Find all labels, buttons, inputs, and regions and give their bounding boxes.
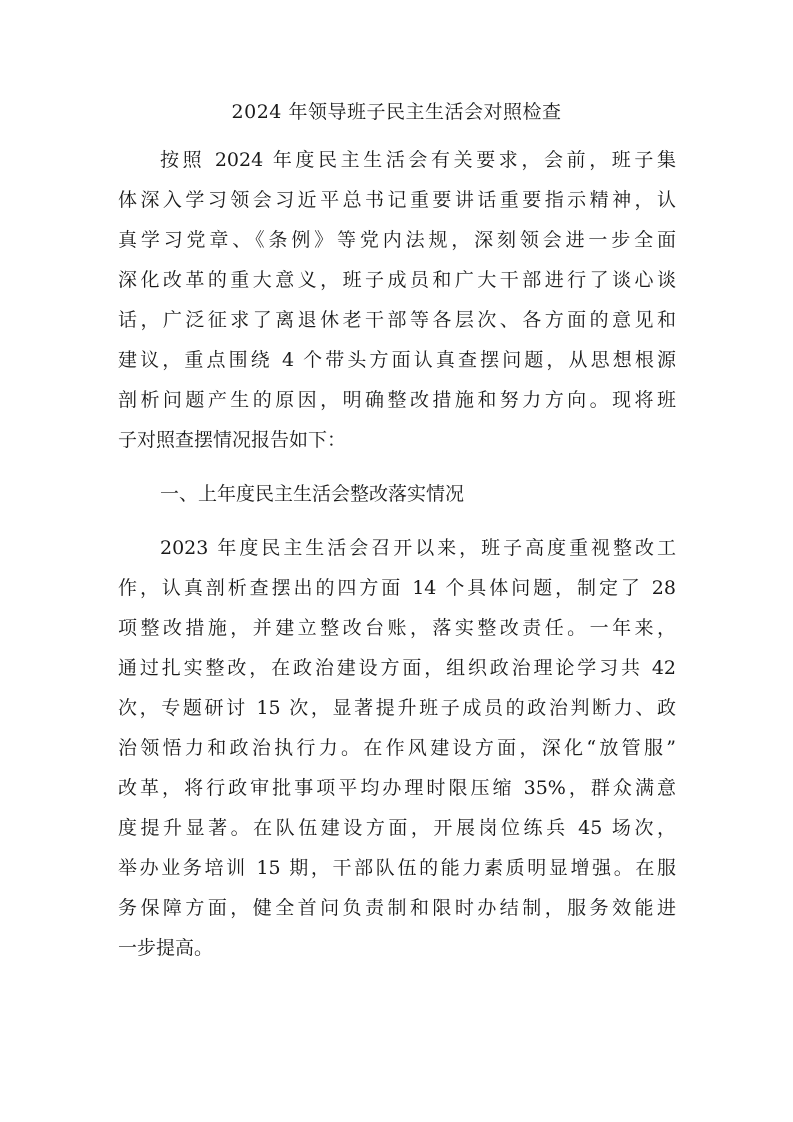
paragraph-1-line: 深化改革的重大意义，班子成员和广大干部进行了谈心谈 <box>118 269 676 291</box>
section-heading: 一、上年度民主生活会整改落实情况 <box>160 483 465 505</box>
paragraph-1-line: 真学习党章、《条例》等党内法规，深刻领会进一步全面 <box>118 229 676 251</box>
paragraph-1-line: 体深入学习领会习近平总书记重要讲话重要指示精神，认 <box>118 189 676 211</box>
document-title: 2024 年领导班子民主生活会对照检查 <box>231 101 562 123</box>
paragraph-1-line: 建议，重点围绕 4 个带头方面认真查摆问题，从思想根源 <box>118 349 676 371</box>
paragraph-1-line: 剖析问题产生的原因，明确整改措施和努力方向。现将班 <box>118 389 676 411</box>
paragraph-2-line: 项整改措施，并建立整改台账，落实整改责任。一年来， <box>118 617 676 639</box>
paragraph-1-line: 按照 2024 年度民主生活会有关要求，会前，班子集 <box>160 149 676 171</box>
paragraph-2-line: 务保障方面，健全首问负责制和限时办结制，服务效能进 <box>118 897 676 919</box>
paragraph-2-line: 度提升显著。在队伍建设方面，开展岗位练兵 45 场次， <box>118 817 676 839</box>
paragraph-2-line: 2023 年度民主生活会召开以来，班子高度重视整改工 <box>160 537 676 559</box>
paragraph-2-line: 作，认真剖析查摆出的四方面 14 个具体问题，制定了 28 <box>118 577 676 599</box>
paragraph-1-line: 子对照查摆情况报告如下： <box>118 429 347 451</box>
paragraph-2-line: 次，专题研讨 15 次，显著提升班子成员的政治判断力、政 <box>118 697 676 719</box>
paragraph-2-line: 改革，将行政审批事项平均办理时限压缩 35%，群众满意 <box>118 777 676 799</box>
paragraph-2-line: 一步提高。 <box>118 937 214 959</box>
paragraph-2-line: 举办业务培训 15 期，干部队伍的能力素质明显增强。在服 <box>118 857 676 879</box>
paragraph-1-line: 话，广泛征求了离退休老干部等各层次、各方面的意见和 <box>118 309 676 331</box>
paragraph-2-line: 通过扎实整改，在政治建设方面，组织政治理论学习共 42 <box>118 657 676 679</box>
paragraph-2-line: 治领悟力和政治执行力。在作风建设方面，深化“放管服” <box>118 737 676 759</box>
